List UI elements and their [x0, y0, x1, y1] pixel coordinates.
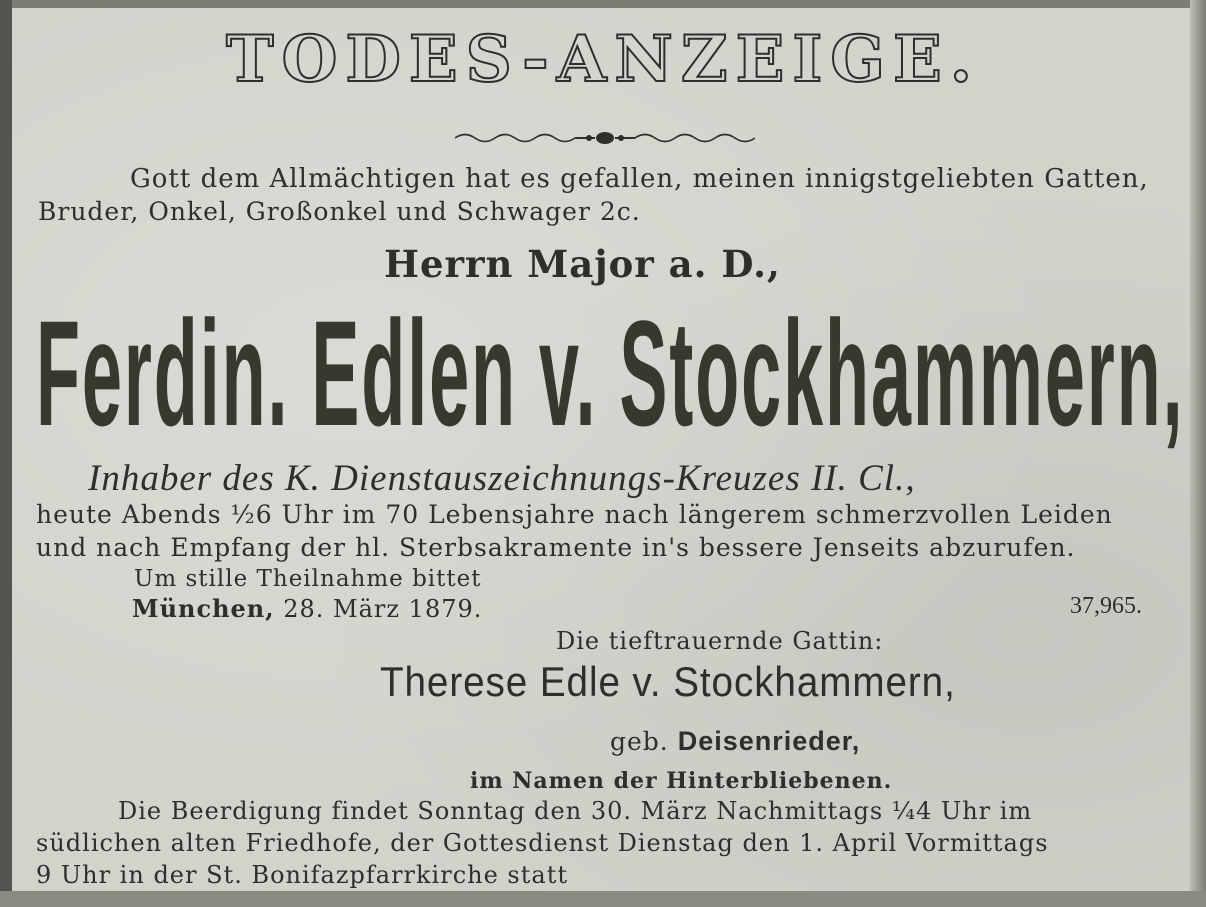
decoration-line: Inhaber des K. Dienstauszeichnungs-Kreuzes II. Cl., [88, 458, 916, 499]
mourner-role: Die tieftrauernde Gattin: [556, 627, 884, 655]
maiden-prefix: geb. [610, 727, 669, 756]
on-behalf-line: im Namen der Hinterbliebenen. [470, 768, 893, 794]
sympathy-request: Um stille Theilnahme bittet [134, 566, 482, 592]
widow-name: Therese Edle v. Stockhammern, [380, 658, 956, 705]
funeral-line-1: Die Beerdigung findet Sonntag den 30. März Nachmittags ¼4 Uhr im [118, 797, 1033, 825]
funeral-line-3: 9 Uhr in der St. Bonifazpfarrkirche statt [36, 861, 568, 889]
notice-title: TODES-ANZEIGE. [225, 22, 981, 97]
left-edge [0, 0, 12, 907]
body-line-2: und nach Empfang der hl. Sterbsakramente in's bessere Jenseits abzurufen. [36, 533, 1076, 562]
funeral-line-2: südlichen alten Friedhofe, der Gottesdienst Dienstag den 1. April Vormittags [36, 829, 1049, 857]
place-date [132, 594, 482, 623]
city: München, [132, 594, 275, 623]
maiden-name-line [610, 726, 860, 757]
intro-line-1: Gott dem Allmächtigen hat es gefallen, meinen innigstgeliebten Gatten, [130, 164, 1149, 194]
deceased-name: Ferdin. Edlen v. Stockhammern, [36, 289, 1185, 457]
maiden-name: Deisenrieder, [677, 726, 861, 756]
bottom-edge [0, 891, 1206, 907]
title-ornament-icon [455, 126, 755, 148]
reference-number: 37,965. [1070, 593, 1142, 619]
date: 28. März 1879. [283, 595, 483, 623]
intro-line-2: Bruder, Onkel, Großonkel und Schwager 2c. [38, 197, 641, 226]
right-edge [1190, 0, 1206, 907]
body-line-1: heute Abends ½6 Uhr im 70 Lebensjahre nach längerem schmerzvollen Leiden [36, 500, 1113, 529]
top-edge [0, 0, 1206, 8]
honorific: Herrn Major a. D., [384, 242, 781, 286]
